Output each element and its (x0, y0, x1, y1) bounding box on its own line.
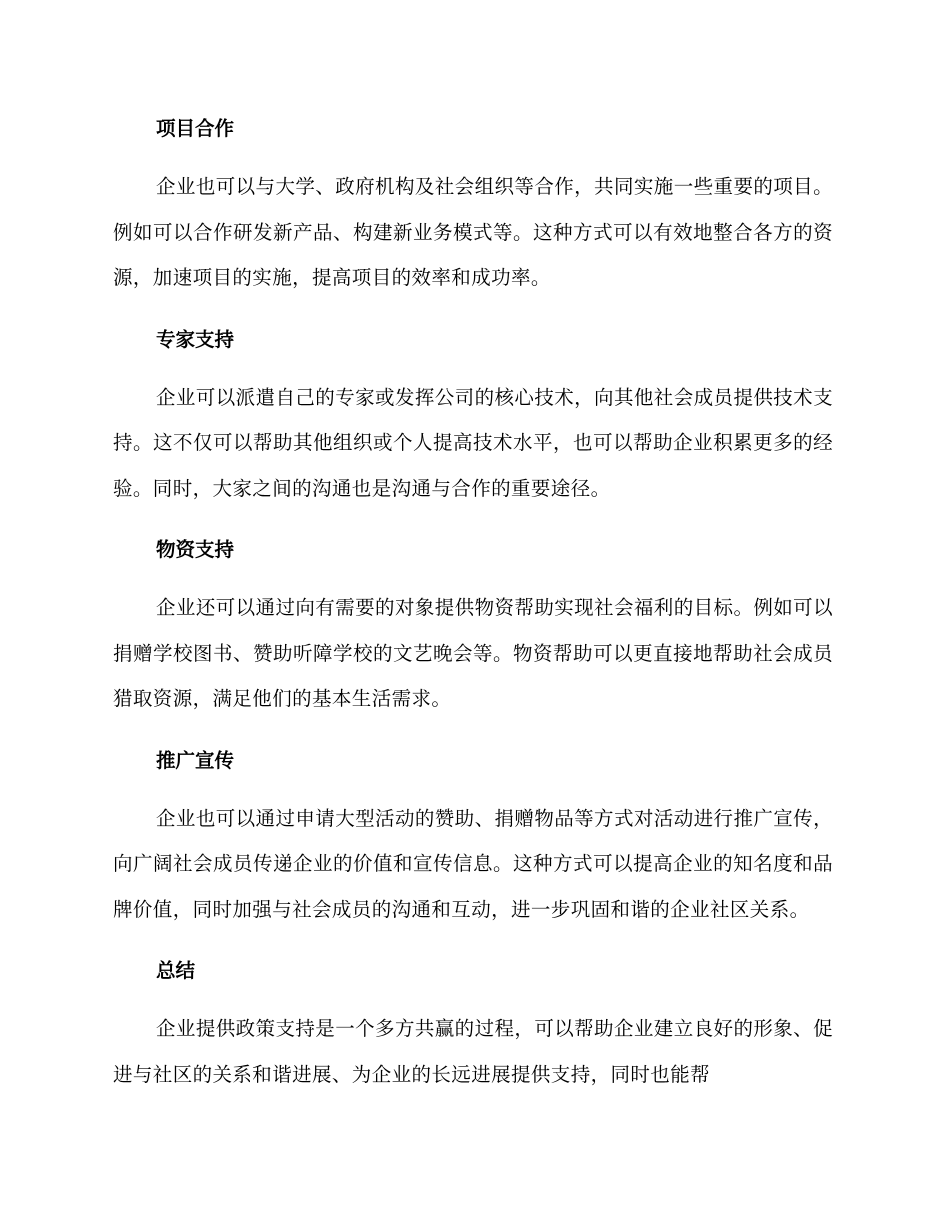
section-expert-support (113, 321, 833, 512)
section-heading: 项目合作 (156, 117, 235, 140)
section-paragraph: 企业可以派遣自己的专家或发挥公司的核心技术，向其他社会成员提供技术支持。这不仅可以帮助其他组织或个人提高技术水平，也可以帮助企业积累更多的经验。同时，大家之间的沟通也是沟通与合作的重要途径。 (113, 385, 833, 500)
document-page (113, 110, 833, 1097)
section-paragraph: 企业也可以与大学、政府机构及社会组织等合作，共同实施一些重要的项目。例如可以合作研发新产品、构建新业务模式等。这种方式可以有效地整合各方的资源，加速项目的实施，提高项目的效率和成功率。 (113, 175, 833, 289)
section-material-support (113, 531, 833, 722)
section-heading: 推广宣传 (156, 748, 235, 772)
section-paragraph: 企业也可以通过申请大型活动的赞助、捐赠物品等方式对活动进行推广宣传，向广阔社会成员传递企业的价值和宣传信息。这种方式可以提高企业的知名度和品牌价值，同时加强与社会成员的沟通和互动，进一步巩固和谐的企业社区关系。 (113, 806, 833, 921)
section-promotion (113, 742, 833, 933)
section-paragraph: 企业提供政策支持是一个多方共赢的过程，可以帮助企业建立良好的形象、促进与社区的关系和谐进展、为企业的长远进展提供支持，同时也能帮 (113, 1017, 833, 1086)
section-heading: 总结 (156, 959, 196, 982)
section-summary (113, 952, 833, 1097)
section-heading: 物资支持 (156, 538, 235, 561)
section-paragraph: 企业还可以通过向有需要的对象提供物资帮助实现社会福利的目标。例如可以捐赠学校图书、赞助听障学校的文艺晚会等。物资帮助可以更直接地帮助社会成员猎取资源，满足他们的基本生活需求。 (113, 596, 833, 710)
section-project-cooperation (113, 110, 833, 301)
section-heading: 专家支持 (156, 327, 235, 351)
